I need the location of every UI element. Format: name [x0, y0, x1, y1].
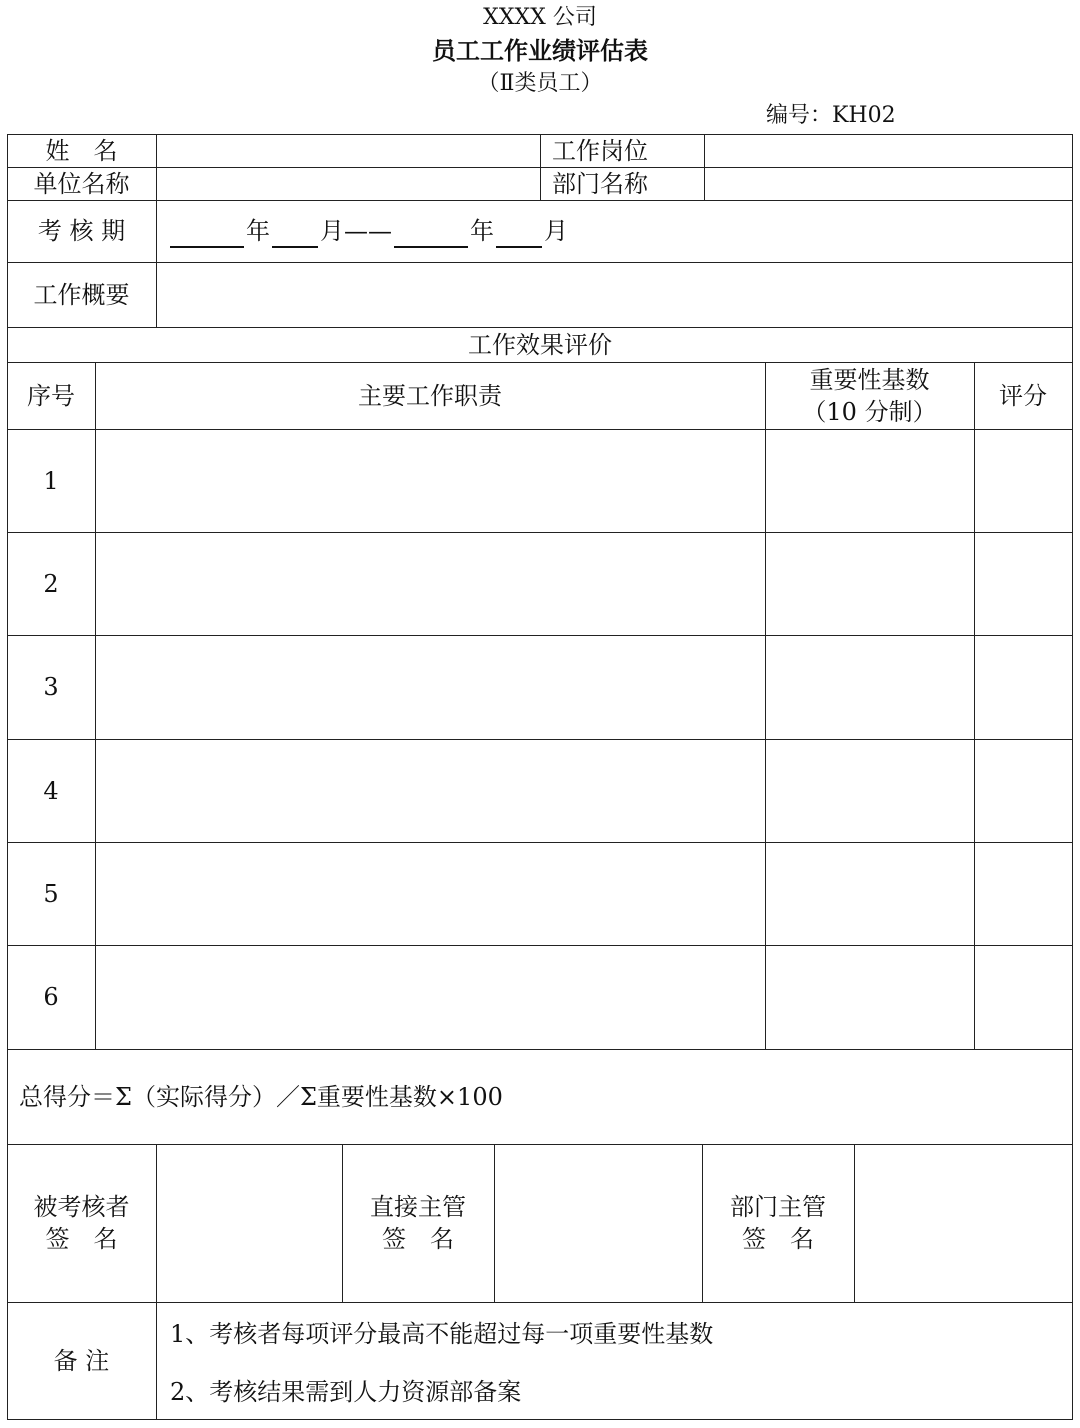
summary-label: 工作概要	[33, 280, 130, 309]
period-end-year-blank[interactable]	[394, 220, 468, 248]
dept-field[interactable]	[705, 168, 1072, 200]
row-score-field[interactable]	[975, 946, 1072, 1049]
row-duty-field[interactable]	[96, 533, 765, 635]
row-index: 6	[43, 983, 59, 1011]
row-score-field[interactable]	[975, 740, 1072, 842]
row-score-field[interactable]	[975, 843, 1072, 945]
dept-label-line1: 部门主管	[730, 1193, 826, 1221]
company-name: XXXX 公司	[483, 5, 597, 30]
direct-supervisor-signature-field[interactable]	[495, 1145, 702, 1302]
row-weight-field[interactable]	[766, 430, 974, 532]
row-duty-field[interactable]	[96, 843, 765, 945]
evaluation-section-title: 工作效果评价	[468, 330, 612, 359]
row-weight-field[interactable]	[766, 946, 974, 1049]
form-subtitle: （Ⅱ类员工）	[477, 71, 603, 96]
row-weight-field[interactable]	[766, 843, 974, 945]
dept-label-line2: 签 名	[742, 1225, 814, 1253]
row-weight-field[interactable]	[766, 740, 974, 842]
row-score-field[interactable]	[975, 430, 1072, 532]
note-item: 1、考核者每项评分最高不能超过每一项重要性基数	[170, 1320, 714, 1348]
unit-label: 单位名称	[33, 169, 130, 198]
unit-field[interactable]	[157, 168, 540, 200]
examinee-signature-field[interactable]	[157, 1145, 342, 1302]
period-start-month-blank[interactable]	[272, 220, 318, 248]
col-header-weight-line2: （10 分制）	[802, 397, 937, 426]
row-index: 3	[43, 673, 59, 701]
period-year-text-2: 年	[470, 217, 494, 245]
examinee-label-line2: 签 名	[45, 1225, 118, 1253]
row-weight-field[interactable]	[766, 636, 974, 739]
direct-label-line1: 直接主管	[370, 1193, 466, 1221]
row-index: 2	[43, 569, 59, 598]
dept-label: 部门名称	[552, 169, 648, 198]
row-score-field[interactable]	[975, 533, 1072, 635]
dept-manager-signature-field[interactable]	[855, 1145, 1072, 1302]
form-title: 员工工作业绩评估表	[432, 36, 648, 65]
examinee-label-line1: 被考核者	[33, 1193, 130, 1221]
row-score-field[interactable]	[975, 636, 1072, 739]
table-line	[7, 1302, 1073, 1303]
row-duty-field[interactable]	[96, 740, 765, 842]
row-index: 5	[43, 879, 59, 908]
row-weight-field[interactable]	[766, 533, 974, 635]
period-dash: ——	[344, 217, 392, 245]
document-number: 编号：KH02	[766, 103, 896, 128]
period-month-text: 月	[320, 217, 344, 245]
summary-field[interactable]	[157, 263, 1072, 327]
row-duty-field[interactable]	[96, 430, 765, 532]
col-header-score: 评分	[999, 381, 1047, 410]
row-index: 1	[43, 466, 59, 495]
position-field[interactable]	[705, 135, 1072, 167]
col-header-duty: 主要工作职责	[358, 381, 502, 410]
position-label: 工作岗位	[552, 136, 648, 165]
total-score-formula: 总得分＝Σ（实际得分）／Σ重要性基数×100	[19, 1082, 503, 1111]
table-border-bottom	[7, 1419, 1073, 1420]
period-label: 考 核 期	[37, 217, 126, 245]
period-year-text: 年	[246, 217, 270, 245]
notes-label: 备 注	[53, 1346, 110, 1375]
period-start-year-blank[interactable]	[170, 220, 244, 248]
name-label: 姓 名	[45, 136, 118, 165]
period-end-month-blank[interactable]	[496, 220, 542, 248]
col-header-index: 序号	[27, 381, 75, 410]
dept-manager-signature-label	[702, 1144, 854, 1302]
row-duty-field[interactable]	[96, 946, 765, 1049]
direct-label-line2: 签 名	[382, 1225, 454, 1253]
period-month-text-2: 月	[544, 217, 568, 245]
period-field[interactable]	[168, 214, 568, 248]
row-index: 4	[43, 776, 59, 805]
col-header-weight-line1: 重要性基数	[809, 365, 930, 394]
col-header-weight	[765, 362, 974, 429]
row-duty-field[interactable]	[96, 636, 765, 739]
note-item: 2、考核结果需到人力资源部备案	[170, 1378, 522, 1406]
direct-supervisor-signature-label	[342, 1144, 494, 1302]
name-field[interactable]	[157, 135, 540, 167]
examinee-signature-label	[7, 1144, 156, 1302]
